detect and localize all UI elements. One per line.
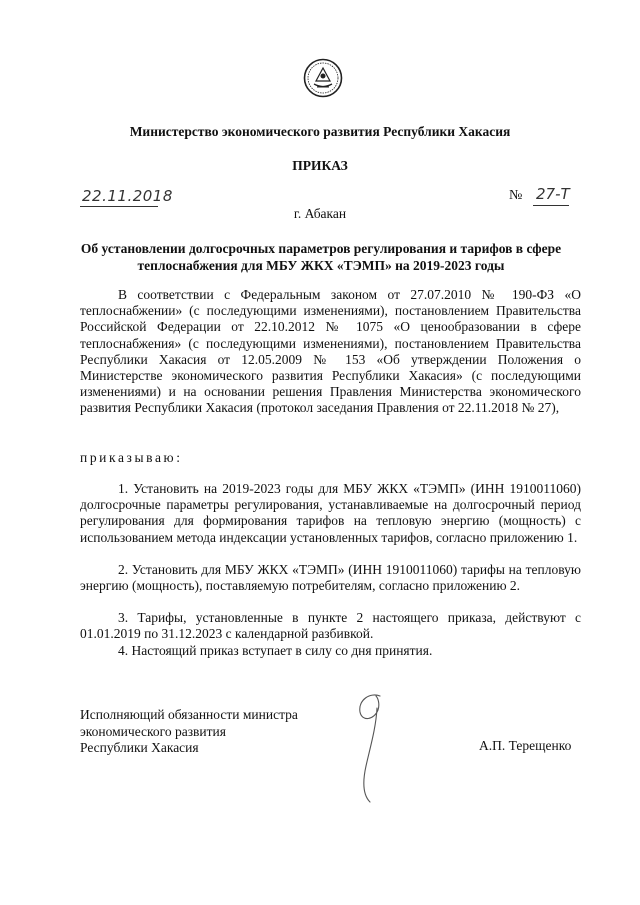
signer-position	[80, 707, 298, 757]
coat-of-arms-emblem	[303, 58, 343, 98]
order-item-text: 2. Установить для МБУ ЖКХ «ТЭМП» (ИНН 1910011060) тарифы на тепловую энергию (мощность), поставляемую потребителям, согласно приложению 2.	[80, 562, 581, 594]
order-item-4	[80, 643, 581, 659]
preamble-paragraph	[80, 287, 581, 417]
signer-name: А.П. Терещенко	[479, 738, 572, 753]
order-item-text: 4. Настоящий приказ вступает в силу со дня принятия.	[118, 643, 433, 658]
order-subject: Об установлении долгосрочных параметров регулирования и тарифов в сфере теплоснабжения для МБУ ЖКХ «ТЭМП» на 2019-2023 годы	[80, 241, 562, 273]
handwritten-date: 22.11.2018	[82, 187, 173, 205]
order-word: приказываю:	[80, 450, 183, 465]
order-item-1	[80, 481, 581, 546]
order-item-3	[80, 610, 581, 642]
number-sign: №	[509, 188, 523, 203]
order-item-text: 3. Тарифы, установленные в пункте 2 настоящего приказа, действуют с 01.01.2019 по 31.12.2023 с календарной разбивкой.	[80, 610, 581, 642]
preamble-text: В соответствии с Федеральным законом от 27.07.2010 № 190-ФЗ «О теплоснабжении» (с последующими изменениями), постановлением Правительства Российской Федерации от 22.10.2012 № 1075 «О ценообразовании в сфере теплоснабжения» (с последующими изменениями), постановлением Правительства Республики Хакасия от 12.05.2009 № 153 «Об утверждении Положения о Министерстве экономического развития Республики Хакасия» (с последующими изменениями) и на основании решения Правления Министерства экономического развития Республики Хакасия (протокол заседания Правления от 22.11.2018 № 27),	[80, 287, 581, 416]
order-item-text: 1. Установить на 2019-2023 годы для МБУ ЖКХ «ТЭМП» (ИНН 1910011060) долгосрочные параметры регулирования, устанавливаемые на долгосрочный период регулирования для формирования тарифов на тепловую энергию (мощность) с использованием метода индексации установленных тарифов, согласно приложению 1.	[80, 481, 581, 545]
order-item-2	[80, 562, 581, 594]
document-type: ПРИКАЗ	[292, 158, 348, 173]
ministry-name: Министерство экономического развития Республики Хакасия	[129, 124, 511, 139]
city: г. Абакан	[293, 206, 347, 221]
handwritten-number: 27-Т	[536, 185, 570, 203]
handwritten-signature	[340, 688, 400, 808]
signer-position-line: экономического развития	[80, 723, 226, 739]
signer-position-line: Исполняющий обязанности министра	[80, 707, 298, 722]
signer-position-line: Республики Хакасия	[80, 740, 199, 755]
